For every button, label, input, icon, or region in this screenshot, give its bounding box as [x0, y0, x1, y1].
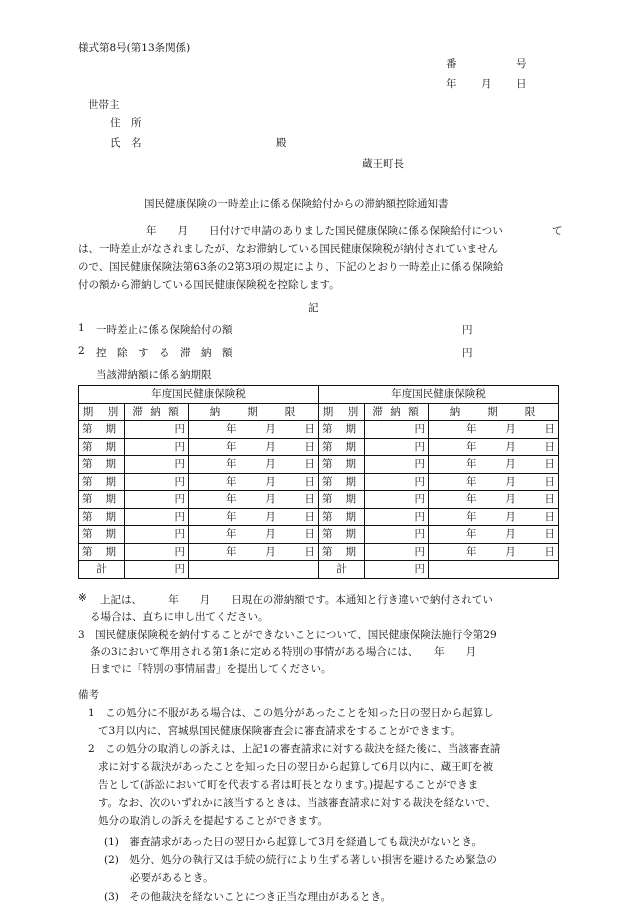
- amount-cell: 円: [125, 421, 189, 439]
- note-3-line-1: 3 国民健康保険税を納付することができないことについて、国民健康保険法施行令第29: [78, 629, 497, 641]
- table-row: [79, 438, 559, 456]
- note-3-line-3: 日までに「特別の事情届書」を提出してください。: [90, 663, 332, 675]
- body-line-1: 年 月 日付けで申請のありました国民健康保険に係る保険給付につい: [146, 225, 503, 237]
- table-row: [79, 526, 559, 544]
- total-amount: 円: [125, 561, 189, 579]
- table-row: [79, 508, 559, 526]
- note-3-line-2: 条の3において準用される第1条に定める特別の事情がある場合には、 年 月: [90, 646, 477, 658]
- remark-sub-3: (3) その他裁決を経ないことにつき正当な理由があるとき。: [104, 891, 392, 903]
- body-line-2: は、一時差止がなされましたが、なお滞納している国民健康保険税が納付されていません: [78, 243, 498, 255]
- remarks-heading: 備考: [78, 689, 99, 701]
- item-1-num: 1: [78, 322, 85, 334]
- body-line-4: 付の額から滞納している国民健康保険税を控除します。: [78, 279, 340, 291]
- item-2-unit: 円: [462, 347, 473, 359]
- period-cell: 第 期: [79, 438, 125, 456]
- amount-cell: 円: [365, 473, 429, 491]
- ki-mark: 記: [308, 302, 319, 314]
- date-month: 月: [481, 78, 492, 90]
- period-cell: 第 期: [319, 438, 365, 456]
- amount-cell: 円: [125, 491, 189, 509]
- group-header-left: 年度国民健康保険税: [79, 386, 319, 404]
- date-day: 日: [516, 78, 527, 90]
- deadline-cell: 年 月 日: [189, 526, 319, 544]
- deadline-cell: 年 月 日: [429, 438, 559, 456]
- item-2-label: 控 除 す る 滞 納 額: [96, 347, 233, 359]
- deadline-cell: 年 月 日: [189, 473, 319, 491]
- table-row: [79, 543, 559, 561]
- remark-sub-1: (1) 審査請求があった日の翌日から起算して3月を経過しても裁決がないとき。: [104, 836, 483, 848]
- remark-2-line-1: 2 この処分の取消しの訴えは、上記1の審査請求に対する裁決を経た後に、当該審査請: [88, 743, 501, 755]
- total-blank: [189, 561, 319, 579]
- deadline-cell: 年 月 日: [429, 543, 559, 561]
- remark-2-line-5: 処分の取消しの訴えを提起することができます。: [98, 815, 329, 827]
- period-cell: 第 期: [319, 526, 365, 544]
- col-period-header: 期 別: [319, 403, 365, 421]
- period-cell: 第 期: [319, 421, 365, 439]
- total-blank: [429, 561, 559, 579]
- remark-1-line-1: 1 この処分に不服がある場合は、この処分があったことを知った日の翌日から起算し: [88, 707, 494, 719]
- deadline-cell: 年 月 日: [429, 491, 559, 509]
- amount-cell: 円: [365, 438, 429, 456]
- body-line-1-end: て: [552, 225, 563, 237]
- deadline-cell: 年 月 日: [429, 526, 559, 544]
- address-label: 住 所: [110, 117, 142, 129]
- deadline-cell: 年 月 日: [429, 456, 559, 474]
- col-amount-header: 滞 納 額: [365, 403, 429, 421]
- remark-sub-2-line-2: 必要があるとき。: [130, 872, 214, 884]
- name-label: 氏 名: [110, 137, 142, 149]
- deadline-cell: 年 月 日: [189, 508, 319, 526]
- period-cell: 第 期: [79, 421, 125, 439]
- honorific: 殿: [276, 137, 287, 149]
- table-caption: 当該滞納額に係る納期限: [96, 369, 212, 381]
- col-amount-header: 滞 納 額: [125, 403, 189, 421]
- table-row: [79, 421, 559, 439]
- period-cell: 第 期: [319, 456, 365, 474]
- remark-2-line-2: 求に対する裁決があったことを知った日の翌日から起算して6月以内に、蔵王町を被: [98, 761, 494, 773]
- group-header-right: 年度国民健康保険税: [319, 386, 559, 404]
- amount-cell: 円: [365, 526, 429, 544]
- remark-2-line-4: す。なお、次のいずれかに該当するときは、当該審査請求に対する裁決を経ないで、: [98, 797, 496, 809]
- col-deadline-header: 納 期 限: [189, 403, 319, 421]
- body-line-3: ので、国民健康保険法第63条の2第3項の規定により、下記のとおり一時差止に係る保険給: [78, 261, 504, 273]
- deadline-cell: 年 月 日: [189, 438, 319, 456]
- amount-cell: 円: [365, 543, 429, 561]
- deadline-table: [78, 385, 559, 579]
- amount-cell: 円: [125, 473, 189, 491]
- period-cell: 第 期: [319, 473, 365, 491]
- amount-cell: 円: [125, 508, 189, 526]
- total-row: [79, 561, 559, 579]
- total-label: 計: [319, 561, 365, 579]
- period-cell: 第 期: [79, 526, 125, 544]
- period-cell: 第 期: [319, 508, 365, 526]
- total-label: 計: [79, 561, 125, 579]
- period-cell: 第 期: [79, 543, 125, 561]
- remark-sub-2-line-1: (2) 処分、処分の執行又は手続の続行により生ずる著しい損害を避けるため緊急の: [104, 854, 497, 866]
- amount-cell: 円: [125, 438, 189, 456]
- deadline-cell: 年 月 日: [189, 491, 319, 509]
- amount-cell: 円: [365, 456, 429, 474]
- amount-cell: 円: [125, 543, 189, 561]
- period-cell: 第 期: [79, 456, 125, 474]
- number-suffix: 号: [516, 58, 527, 70]
- date-year: 年: [446, 78, 457, 90]
- amount-cell: 円: [365, 491, 429, 509]
- period-cell: 第 期: [319, 491, 365, 509]
- item-2-num: 2: [78, 345, 85, 357]
- remark-2-line-3: 告として(訴訟において町を代表する者は町長となります。)提起することができま: [98, 779, 479, 791]
- period-cell: 第 期: [319, 543, 365, 561]
- document-title: 国民健康保険の一時差止に係る保険給付からの滞納額控除通知書: [144, 198, 449, 210]
- deadline-cell: 年 月 日: [189, 456, 319, 474]
- amount-cell: 円: [125, 456, 189, 474]
- period-cell: 第 期: [79, 508, 125, 526]
- table-row: [79, 473, 559, 491]
- number-char: 番: [446, 58, 457, 70]
- note-star-line-1: 上記は、 年 月 日現在の滞納額です。本通知と行き違いで納付されてい: [100, 594, 493, 606]
- deadline-cell: 年 月 日: [429, 508, 559, 526]
- note-star-line-2: る場合は、直ちに申し出てください。: [90, 611, 269, 623]
- note-star-mark: ※: [78, 592, 87, 604]
- item-1-unit: 円: [462, 324, 473, 336]
- amount-cell: 円: [365, 421, 429, 439]
- remark-1-line-2: て3月以内に、宮城県国民健康保険審査会に審査請求をすることができます。: [98, 725, 461, 737]
- deadline-cell: 年 月 日: [429, 473, 559, 491]
- table-row: [79, 456, 559, 474]
- issuer: 蔵王町長: [362, 158, 404, 170]
- col-period-header: 期 別: [79, 403, 125, 421]
- item-1-label: 一時差止に係る保険給付の額: [96, 324, 233, 336]
- total-amount: 円: [365, 561, 429, 579]
- household-head-label: 世帯主: [88, 99, 120, 111]
- amount-cell: 円: [125, 526, 189, 544]
- amount-cell: 円: [365, 508, 429, 526]
- period-cell: 第 期: [79, 473, 125, 491]
- period-cell: 第 期: [79, 491, 125, 509]
- table-row: [79, 491, 559, 509]
- deadline-cell: 年 月 日: [189, 421, 319, 439]
- deadline-cell: 年 月 日: [429, 421, 559, 439]
- col-deadline-header: 納 期 限: [429, 403, 559, 421]
- form-label: 様式第8号(第13条関係): [78, 42, 191, 54]
- deadline-cell: 年 月 日: [189, 543, 319, 561]
